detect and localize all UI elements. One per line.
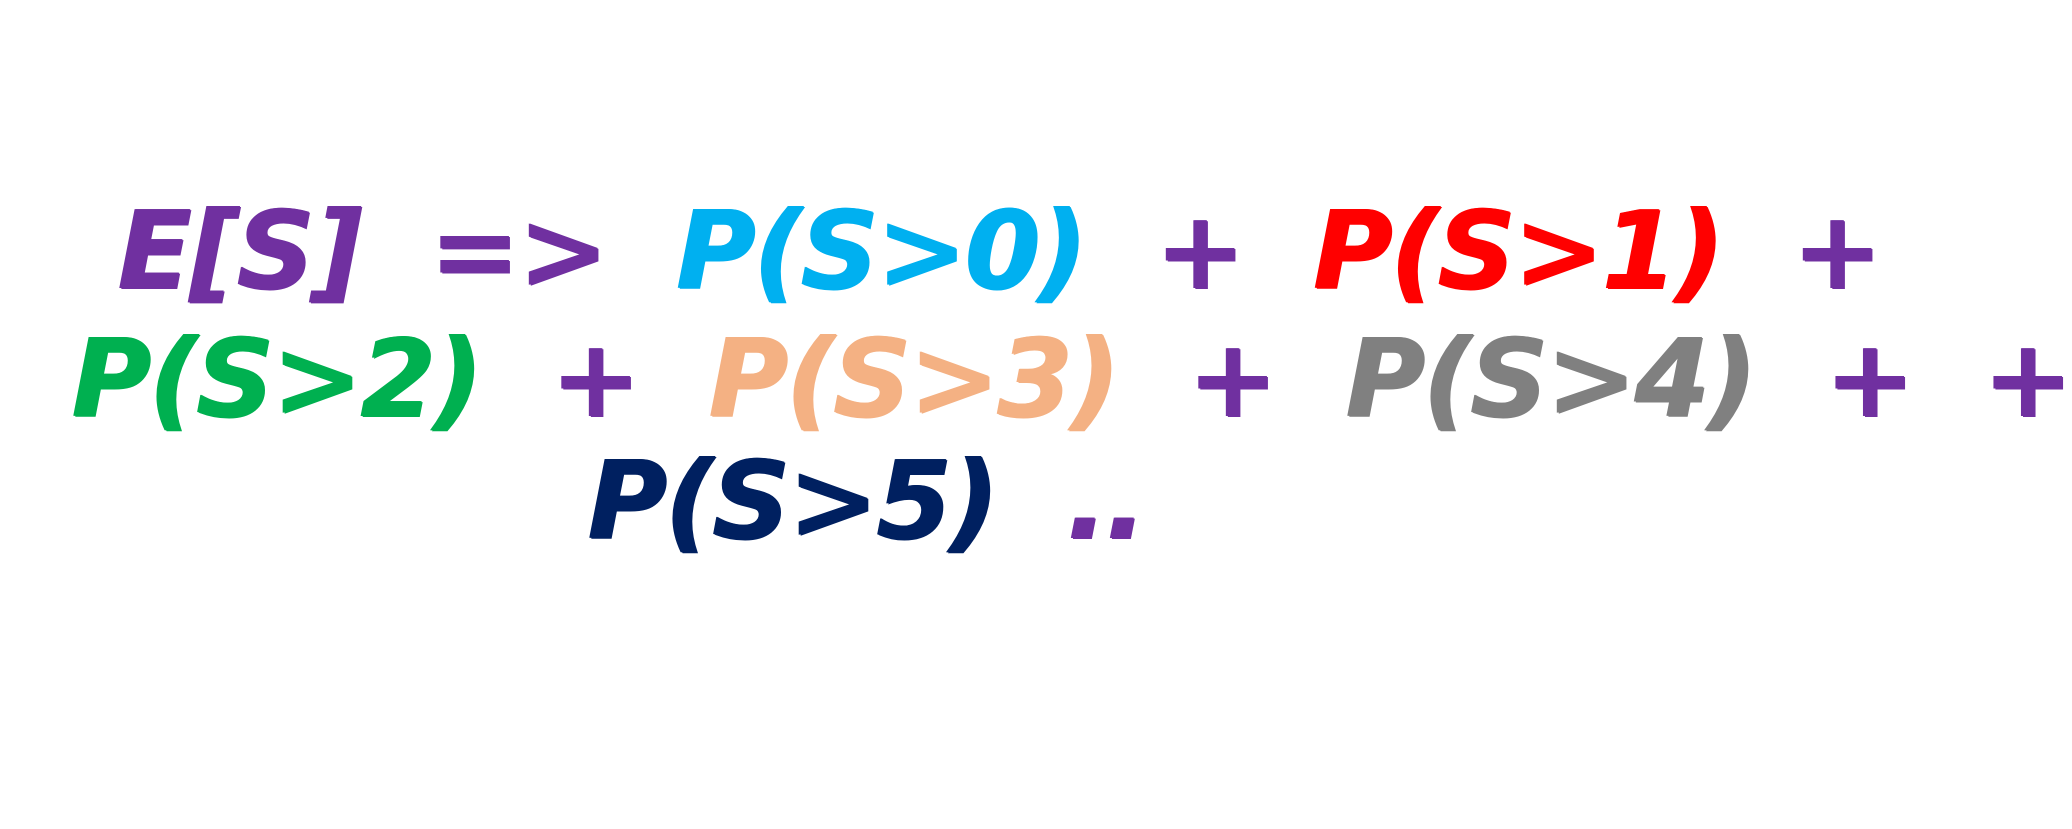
implies-arrow: => [429,189,607,314]
expectation-lhs: E[S] [118,189,361,314]
plus-sign: + [550,317,640,442]
plus-sign: + [1187,317,1277,442]
term-p-s-gt-5: P(S>5) [588,439,998,564]
equation-line-3 [588,439,1145,564]
term-p-s-gt-0: P(S>0) [676,189,1086,314]
equation-line-1 [118,189,1881,314]
equation-line-2 [72,317,2072,442]
term-p-s-gt-3: P(S>3) [709,317,1119,442]
term-p-s-gt-4: P(S>4) [1346,317,1756,442]
plus-sign: + [1155,189,1244,314]
ellipsis: .. [1066,439,1145,564]
plus-sign: + [1983,317,2072,442]
plus-sign: + [1792,189,1881,314]
term-p-s-gt-2: P(S>2) [72,317,482,442]
term-p-s-gt-1: P(S>1) [1313,189,1723,314]
plus-sign: + [1824,317,1914,442]
